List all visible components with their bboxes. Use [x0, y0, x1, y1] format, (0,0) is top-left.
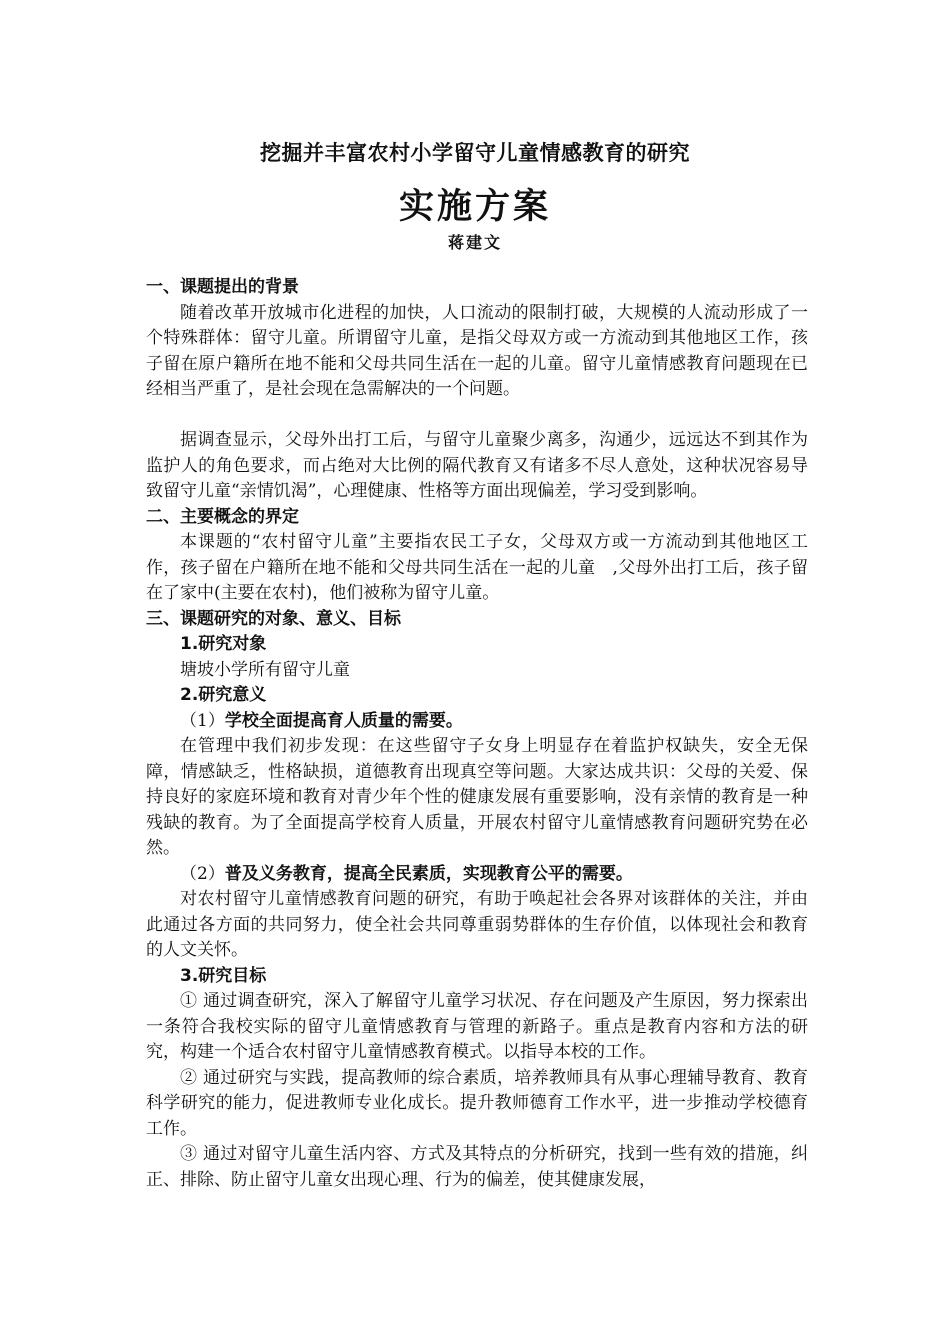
paragraph-significance-2: 对农村留守儿童情感教育问题的研究，有助于唤起社会各界对该群体的关注，并由此通过各方面的共同努力，使全社会共同尊重弱势群体的生存价值，以体现社会和教育的人文关怀。 [146, 889, 808, 960]
goal-item-3: ③ 通过对留守儿童生活内容、方式及其特点的分析研究，找到一些有效的措施，纠正、排除、防止留守儿童女出现心理、行为的偏差，使其健康发展， [146, 1144, 808, 1190]
significance-item-2 [146, 862, 808, 888]
document-subtitle: 实施方案 [398, 186, 551, 227]
document-title: 挖掘并丰富农村小学留守儿童情感教育的研究 [260, 141, 690, 165]
paragraph-research-object: 塘坡小学所有留守儿童 [180, 659, 350, 680]
paragraph-gap [146, 403, 808, 429]
paragraph-definition: 本课题的“农村留守儿童”主要指农民工子女，父母双方或一方流动到其他地区工作，孩子留在户籍所在地不能和父母共同生活在一起的儿童 ,父母外出打工后，孩子留在了家中(主要在农村)，他们被称为留守儿童。 [146, 532, 808, 603]
goal-item-1: ① 通过调查研究，深入了解留守儿童学习状况、存在问题及产生原因，努力探索出一条符合我校实际的留守儿童情感教育与管理的新路子。重点是教育内容和方法的研究，构建一个适合农村留守儿童情感教育模式。以指导本校的工作。 [146, 991, 808, 1062]
significance-item-1 [146, 709, 808, 735]
goal-item-2: ② 通过研究与实践，提高教师的综合素质，培养教师具有从事心理辅导教育、教育科学研究的能力，促进教师专业化成长。提升教师德育工作水平，进一步推动学校德育工作。 [146, 1067, 808, 1139]
subheading-research-object: 1.研究对象 [180, 634, 267, 654]
subheading-research-goals: 3.研究目标 [180, 965, 267, 986]
paragraph-background-2: 据调查显示，父母外出打工后，与留守儿童聚少离多，沟通少，远远达不到其作为监护人的角色要求，而占绝对大比例的隔代教育又有诸多不尽人意处，这种状况容易导致留守儿童“亲情饥渴”，心理健康、性格等方面出现偏差，学习受到影响。 [146, 430, 808, 501]
document-author: 蒋建文 [447, 233, 502, 252]
significance-item-1-text: 学校全面提高育人质量的需要。 [224, 710, 463, 731]
paragraph-significance-1: 在管理中我们初步发现：在这些留守子女身上明显存在着监护权缺失，安全无保障，情感缺乏，性格缺损，道德教育出现真空等问题。大家达成共识：父母的关爱、保持良好的家庭环境和教育对青少年个性的健康发展有重要影响，没有亲情的教育是一种残缺的教育。为了全面提高学校育人质量，开展农村留守儿童情感教育问题研究势在必然。 [146, 736, 808, 858]
document-body [146, 275, 808, 1193]
paragraph-background-1: 随着改革开放城市化进程的加快，人口流动的限制打破，大规模的人流动形成了一个特殊群体：留守儿童。所谓留守儿童，是指父母双方或一方流动到其他地区工作，孩子留在原户籍所在地不能和父母共同生活在一起的儿童。留守儿童情感教育问题现在已经相当严重了，是社会现在急需解决的一个问题。 [146, 302, 808, 399]
section-heading-definition: 二、主要概念的界定 [146, 506, 299, 527]
section-heading-background: 一、课题提出的背景 [146, 277, 299, 297]
section-heading-research: 三、课题研究的对象、意义、目标 [146, 608, 401, 629]
subheading-research-significance: 2.研究意义 [180, 685, 267, 705]
significance-item-2-text: 普及义务教育，提高全民素质，实现教育公平的需要。 [224, 863, 633, 884]
significance-item-2-label: （2） [180, 863, 225, 884]
significance-item-1-label: （1） [180, 710, 225, 731]
